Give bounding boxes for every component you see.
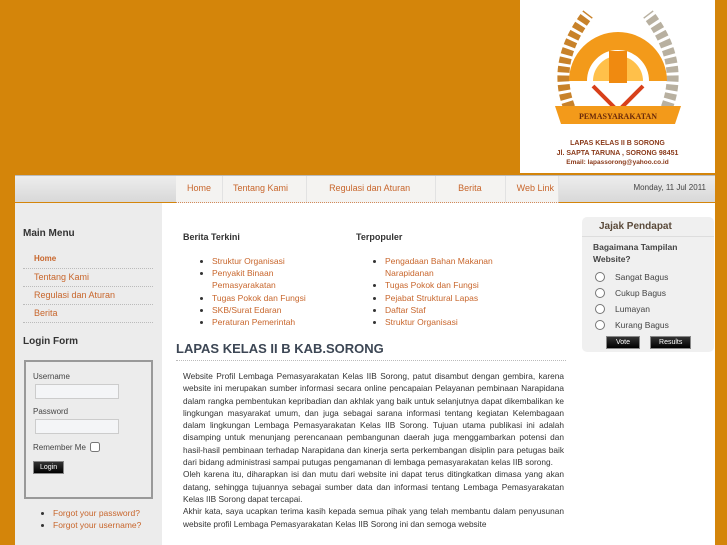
news-item bbox=[212, 292, 322, 304]
main-menu-title: Main Menu bbox=[23, 228, 75, 239]
vote-button[interactable]: Vote bbox=[606, 336, 640, 349]
results-button[interactable]: Results bbox=[650, 336, 691, 349]
poll-option[interactable] bbox=[582, 269, 714, 285]
menu-home[interactable]: Home bbox=[23, 251, 153, 269]
popular-news-list bbox=[385, 255, 515, 328]
svg-text:PEMASYARAKATAN: PEMASYARAKATAN bbox=[578, 112, 657, 121]
news-link[interactable]: Pengadaan Bahan Makanan Narapidanan bbox=[385, 256, 493, 279]
news-item bbox=[385, 292, 515, 304]
login-button[interactable]: Login bbox=[33, 461, 64, 474]
poll-title: Jajak Pendapat bbox=[582, 217, 714, 237]
poll-option[interactable] bbox=[582, 285, 714, 301]
login-form-title: Login Form bbox=[23, 336, 78, 347]
header-logo-box bbox=[520, 0, 715, 173]
left-sidebar bbox=[15, 203, 162, 545]
latest-news-list bbox=[212, 255, 322, 328]
news-link[interactable]: Struktur Organisasi bbox=[385, 317, 458, 328]
remember-me-checkbox[interactable] bbox=[90, 442, 100, 452]
top-nav-bar bbox=[15, 175, 715, 202]
username-label: Username bbox=[33, 372, 70, 381]
forgot-password-link[interactable]: Forgot your password? bbox=[53, 508, 140, 518]
news-link[interactable]: Penyakit Binaan Pemasyarakatan bbox=[212, 268, 276, 291]
poll-option-label: Cukup Bagus bbox=[615, 288, 667, 298]
poll-radio[interactable] bbox=[595, 288, 605, 298]
poll-radio[interactable] bbox=[595, 320, 605, 330]
news-link[interactable]: Tugas Pokok dan Fungsi bbox=[385, 280, 479, 291]
remember-me-label: Remember Me bbox=[33, 442, 86, 452]
poll-option[interactable] bbox=[582, 301, 714, 317]
news-item bbox=[212, 304, 322, 316]
poll-option[interactable] bbox=[582, 317, 714, 333]
login-form bbox=[24, 360, 153, 499]
menu-regulasi[interactable]: Regulasi dan Aturan bbox=[23, 287, 153, 305]
latest-news-title: Berita Terkini bbox=[183, 232, 240, 242]
username-input[interactable] bbox=[35, 384, 119, 399]
nav-regulasi[interactable]: Regulasi dan Aturan bbox=[307, 176, 436, 202]
news-item bbox=[212, 255, 322, 267]
article-title: LAPAS KELAS II B KAB.SORONG bbox=[176, 341, 566, 361]
current-date: Monday, 11 Jul 2011 bbox=[633, 183, 706, 192]
news-link[interactable]: Pejabat Struktural Lapas bbox=[385, 292, 479, 303]
org-address: Jl. SAPTA TARUNA , SORONG 98451 bbox=[556, 150, 679, 157]
article-paragraph: Akhir kata, saya ucapkan terima kasih kepada semua pihak yang telah membantu dalam penyusunan website profil Lembaga Pemasyarakatan Kelas IIB Sorong ini dan semoga website bbox=[183, 506, 564, 529]
poll-radio[interactable] bbox=[595, 272, 605, 282]
news-item bbox=[212, 267, 322, 291]
main-menu bbox=[23, 251, 153, 323]
news-item bbox=[212, 316, 322, 328]
pemasyarakatan-emblem-logo bbox=[543, 6, 693, 134]
menu-berita[interactable]: Berita bbox=[23, 305, 153, 323]
poll-question: Bagaimana Tampilan Website? bbox=[593, 242, 678, 264]
article-paragraph: Website Profil Lembaga Pemasyarakatan Kelas IIB Sorong, patut disambut dengan gembira, karena website ini merupakan sumber informasi secara online pencapaian Pelayanan pembinaan Narapidana dalam rangka pembentukan kepribadian dan akhlak yang baik untuk selanjutnya dapat dikembalikan ke lingkungan masyarakat umum, dan juga sebagai sarana informasi tentang kegiatan Kelembagaan dalam lingkungan Lembaga Pemasyarakatan Kelas IIB Sorong. Tujuan utama publikasi ini adalah disamping untuk menunjang perencanaan pembangunan daerah juga menggambarkan potensi dan hasil-hasil pembinaan terhadap Narapidana dan kinerja serta perkembangan disiplin para petugas baik dari bidang administrasi sampai putugas pengamanan di lembaga pemasyarakatan kelas IIB sorong. bbox=[183, 371, 564, 468]
poll-option-label: Sangat Bagus bbox=[615, 272, 669, 282]
main-nav bbox=[176, 176, 559, 203]
article-paragraph: Oleh karena itu, diharapkan isi dan mutu dari website ini dapat terus ditingkatkan dimasa yang akan datang, sehingga tujuannya sebagai sumber data dan informasi tentang Lembaga Pemasyarakatan Kelas IIB Sorong dapat tercapai. bbox=[183, 469, 564, 504]
news-link[interactable]: Daftar Staf bbox=[385, 304, 426, 315]
poll-option-label: Lumayan bbox=[615, 304, 650, 314]
main-content bbox=[162, 203, 715, 545]
news-link[interactable]: Peraturan Pemerintah bbox=[212, 317, 296, 328]
org-email: Email: lapassorong@yahoo.co.id bbox=[566, 159, 669, 166]
news-link[interactable]: Tugas Pokok dan Fungsi bbox=[212, 292, 306, 303]
login-links bbox=[53, 507, 163, 531]
poll-option-label: Kurang Bagus bbox=[615, 320, 669, 330]
news-item bbox=[385, 316, 515, 328]
nav-web-link[interactable]: Web Link bbox=[506, 176, 559, 202]
forgot-username-link[interactable]: Forgot your username? bbox=[53, 520, 142, 530]
news-item bbox=[385, 304, 515, 316]
nav-tentang-kami[interactable]: Tentang Kami bbox=[223, 176, 307, 202]
article-body bbox=[183, 370, 564, 530]
news-item bbox=[385, 255, 515, 279]
menu-tentang-kami[interactable]: Tentang Kami bbox=[23, 269, 153, 287]
news-link[interactable]: Struktur Organisasi bbox=[212, 256, 285, 266]
password-input[interactable] bbox=[35, 419, 119, 434]
nav-home[interactable]: Home bbox=[176, 176, 223, 202]
news-link[interactable]: SKB/Surat Edaran bbox=[212, 304, 282, 315]
news-item bbox=[385, 279, 515, 291]
password-label: Password bbox=[33, 407, 69, 416]
nav-berita[interactable]: Berita bbox=[436, 176, 506, 202]
popular-news-title: Terpopuler bbox=[356, 232, 403, 242]
poll-box bbox=[582, 217, 714, 352]
poll-radio[interactable] bbox=[595, 304, 605, 314]
org-name: LAPAS KELAS II B SORONG bbox=[570, 140, 665, 147]
